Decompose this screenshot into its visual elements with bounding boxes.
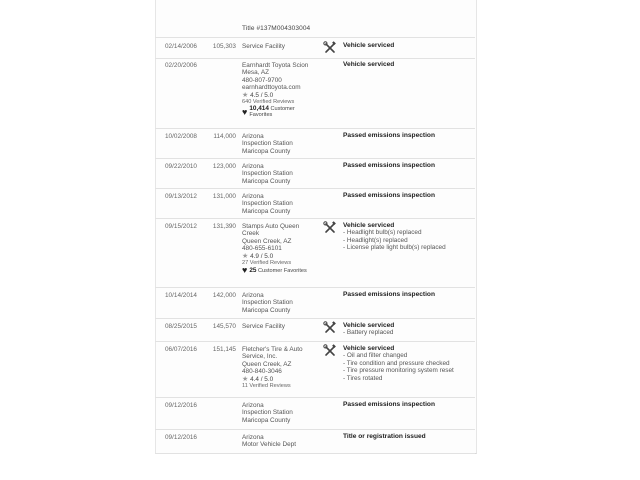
favorites-label: Customer: [270, 106, 295, 113]
source-line: Inspection Station: [242, 409, 293, 417]
source-line: Arizona: [242, 292, 264, 299]
heart-icon: ♥: [242, 265, 248, 276]
row-source: [242, 292, 322, 314]
favorites-label: Customer Favorites: [258, 267, 307, 274]
row-date: 09/22/2010: [165, 163, 197, 170]
row-event: [343, 162, 473, 169]
row-source: [242, 133, 322, 155]
row-source: [242, 323, 322, 330]
row-mileage: 123,000: [212, 163, 236, 170]
row-date: 09/12/2016: [165, 434, 197, 441]
row-mileage: 145,570: [212, 323, 236, 330]
row-mileage: 151,145: [212, 346, 236, 353]
row-event: [343, 291, 473, 298]
event-title: Passed emissions inspection: [343, 291, 435, 298]
row-event: [343, 61, 473, 68]
event-title: Vehicle serviced: [343, 222, 395, 229]
row-event: [343, 222, 473, 252]
event-detail: - Headlight(s) replaced: [343, 236, 408, 244]
wrench-screwdriver-icon: [323, 41, 337, 55]
row-mileage: 114,000: [213, 133, 236, 140]
row-event: [343, 42, 473, 49]
source-line: Stamps Auto Queen: [242, 223, 300, 230]
history-row: [155, 287, 475, 319]
row-date: 09/13/2012: [165, 193, 197, 200]
source-line: Service, Inc.: [242, 353, 278, 361]
source-line: Arizona: [242, 163, 264, 170]
source-line: Arizona: [242, 133, 264, 140]
source-line: Maricopa County: [242, 306, 291, 314]
star-icon: ★: [242, 91, 249, 99]
review-count: 11 Verified Reviews: [242, 383, 291, 390]
row-event: [343, 192, 473, 199]
rating-value: 4.5 / 5.0: [250, 91, 274, 99]
row-date: 09/15/2012: [165, 223, 197, 230]
source-line: Creek: [242, 230, 260, 238]
rating-value: 4.4 / 5.0: [250, 375, 274, 383]
history-row: [155, 397, 475, 430]
rating: [242, 253, 322, 260]
row-source: [242, 193, 322, 215]
source-line: Inspection Station: [242, 140, 293, 148]
wrench-screwdriver-icon: [323, 221, 337, 235]
history-row: [155, 57, 475, 129]
wrench-screwdriver-icon: [323, 321, 337, 335]
source-line: Inspection Station: [242, 200, 293, 208]
source-line: Earnhardt Toyota Scion: [242, 62, 309, 69]
source-line: earnhardttoyota.com: [242, 84, 301, 92]
event-detail: - Tire pressure monitoring system reset: [343, 367, 454, 375]
heart-icon: ♥: [242, 106, 248, 117]
review-count: 640 Verified Reviews: [242, 99, 295, 106]
history-row: [155, 128, 475, 159]
favorites-label: Favorites: [249, 112, 273, 119]
event-title: Vehicle serviced: [343, 42, 395, 49]
row-date: 10/14/2014: [165, 292, 197, 299]
source-line: Arizona: [242, 193, 264, 200]
source-line: Inspection Station: [242, 299, 293, 307]
source-line: Fletcher's Tire & Auto: [242, 346, 303, 353]
row-date: 08/25/2015: [165, 323, 197, 330]
source-line: Motor Vehicle Dept: [242, 441, 296, 449]
customer-favorites: [242, 106, 322, 118]
row-mileage: 142,000: [212, 292, 236, 299]
source-line: Maricopa County: [242, 177, 291, 185]
event-title: Vehicle serviced: [343, 345, 395, 352]
row-source: [242, 62, 322, 118]
rating-value: 4.9 / 5.0: [250, 252, 274, 260]
row-source: [242, 434, 322, 449]
event-detail: - License plate light bulb(s) replaced: [343, 244, 446, 252]
row-date: 06/07/2016: [165, 346, 197, 353]
rating: [242, 376, 322, 383]
row-mileage: 131,390: [212, 223, 236, 230]
source-line: Mesa, AZ: [242, 69, 269, 77]
history-row: [155, 188, 475, 219]
source-line: Maricopa County: [242, 207, 291, 215]
event-title: Vehicle serviced: [343, 322, 395, 329]
source-line: Queen Creek, AZ: [242, 237, 292, 245]
row-source: [242, 402, 322, 424]
favorites-count: 10,414: [249, 105, 269, 113]
source-line: Queen Creek, AZ: [242, 360, 292, 368]
source-line: Arizona: [242, 402, 264, 409]
customer-favorites: [242, 267, 322, 274]
source-line: Inspection Station: [242, 170, 293, 178]
event-title: Title or registration issued: [343, 433, 426, 440]
row-event: [343, 433, 473, 440]
row-date: 10/02/2008: [165, 133, 197, 140]
history-row: [155, 341, 475, 398]
row-source: [242, 163, 322, 185]
event-detail: - Tires rotated: [343, 374, 383, 382]
history-row: [155, 37, 475, 59]
event-detail: - Headlight bulb(s) replaced: [343, 229, 422, 237]
history-row: [155, 218, 475, 288]
history-row: [155, 429, 475, 454]
row-mileage: 105,303: [212, 43, 236, 50]
source-line: Service Facility: [242, 323, 285, 330]
event-detail: - Battery replaced: [343, 329, 394, 337]
row-date: 02/14/2006: [165, 43, 197, 50]
row-event: [343, 401, 473, 408]
row-event: [343, 345, 473, 382]
title-number: Title #137M004303004: [242, 25, 311, 32]
wrench-screwdriver-icon: [323, 344, 337, 358]
event-detail: - Tire condition and pressure checked: [343, 359, 450, 367]
event-title: Passed emissions inspection: [343, 162, 435, 169]
star-icon: ★: [242, 252, 249, 260]
row-event: [343, 132, 473, 139]
review-count: 27 Verified Reviews: [242, 260, 292, 267]
event-title: Passed emissions inspection: [343, 132, 435, 139]
source-line: 480-840-3046: [242, 368, 282, 376]
source-line: 480-807-9700: [242, 76, 282, 84]
row-event: [343, 322, 473, 337]
event-title: Passed emissions inspection: [343, 401, 435, 408]
event-title: Passed emissions inspection: [343, 192, 435, 199]
source-line: Maricopa County: [242, 416, 291, 424]
row-date: 09/12/2016: [165, 402, 197, 409]
row-source: [242, 43, 322, 50]
row-source: [242, 346, 322, 390]
history-row: [155, 318, 475, 342]
row-date: 02/20/2006: [165, 62, 197, 69]
rating: [242, 92, 322, 99]
row-source: [242, 223, 322, 274]
source-line: Arizona: [242, 434, 264, 441]
star-icon: ★: [242, 375, 249, 383]
row-mileage: 131,000: [212, 193, 236, 200]
favorites-count: 25: [249, 266, 257, 274]
event-title: Vehicle serviced: [343, 61, 395, 68]
source-line: Service Facility: [242, 43, 285, 50]
event-detail: - Oil and filter changed: [343, 352, 408, 360]
source-line: Maricopa County: [242, 147, 291, 155]
source-line: 480-655-6101: [242, 245, 282, 253]
history-row: [155, 158, 475, 189]
